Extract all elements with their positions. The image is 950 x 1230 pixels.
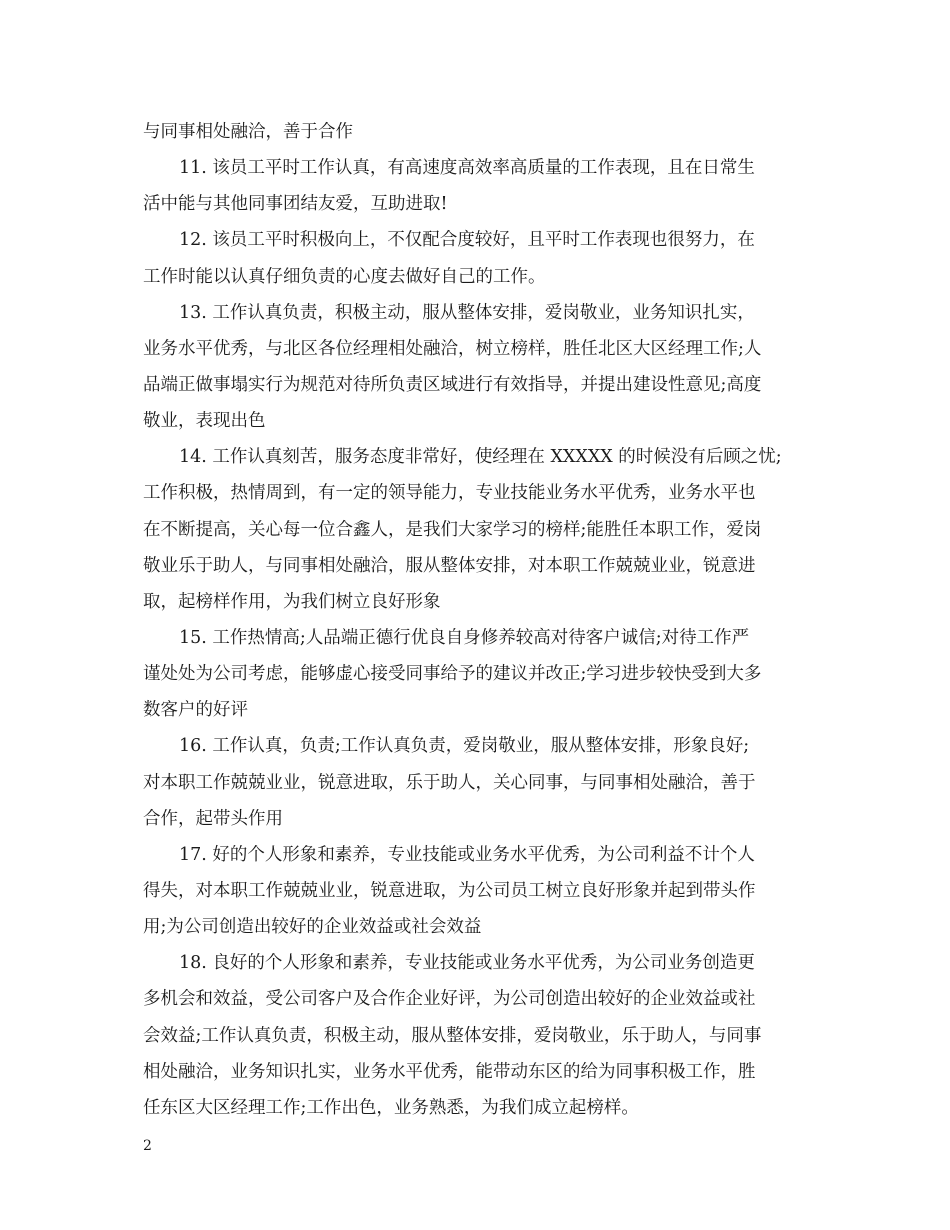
text-line: 业务水平优秀，与北区各位经理相处融洽，树立榜样，胜任北区大区经理工作;人: [143, 338, 762, 359]
text-line: 与同事相处融洽，善于合作: [143, 122, 353, 142]
text-line: 多机会和效益，受公司客户及合作企业好评，为公司创造出较好的企业效益或社: [143, 989, 756, 1010]
text-line: 14. 工作认真刻苦，服务态度非常好，使经理在 XXXXX 的时候没有后顾之忧;: [179, 447, 782, 468]
text-line: 17. 好的个人形象和素养，专业技能或业务水平优秀，为公司利益不计个人: [179, 844, 755, 865]
text-line: 工作积极，热情周到，有一定的领导能力，专业技能业务水平优秀，业务水平也: [143, 483, 756, 504]
text-line: 相处融洽，业务知识扎实，业务水平优秀，能带动东区的给为同事积极工作，胜: [143, 1061, 756, 1082]
text-line: 工作时能以认真仔细负责的心度去做好自己的工作。: [143, 266, 546, 287]
text-line: 敬业乐于助人，与同事相处融洽，服从整体安排，对本职工作兢兢业业，锐意进: [143, 555, 756, 576]
text-line: 16. 工作认真，负责;工作认真负责，爱岗敬业，服从整体安排，形象良好;: [179, 736, 750, 757]
text-line: 敬业，表现出色: [143, 411, 266, 432]
text-line: 会效益;工作认真负责，积极主动，服从整体安排，爱岗敬业，乐于助人，与同事: [143, 1025, 762, 1046]
text-line: 15. 工作热情高;人品端正德行优良自身修养较高对待客户诚信;对待工作严: [179, 627, 750, 648]
page-number: 2: [143, 1138, 152, 1154]
text-line: 活中能与其他同事团结友爱，互助进取!: [143, 194, 448, 215]
text-line: 得失，对本职工作兢兢业业，锐意进取，为公司员工树立良好形象并起到带头作: [143, 880, 756, 901]
text-line: 对本职工作兢兢业业，锐意进取，乐于助人，关心同事，与同事相处融洽，善于: [143, 772, 756, 793]
text-line: 谨处处为公司考虑，能够虚心接受同事给予的建议并改正;学习进步较快受到大多: [143, 664, 762, 685]
body-text: [143, 114, 811, 1126]
text-line: 取，起榜样作用，为我们树立良好形象: [143, 591, 441, 612]
text-line: 11. 该员工平时工作认真，有高速度高效率高质量的工作表现，且在日常生: [179, 158, 755, 179]
text-line: 用;为公司创造出较好的企业效益或社会效益: [143, 917, 482, 938]
text-line: 在不断提高，关心每一位合鑫人，是我们大家学习的榜样;能胜任本职工作，爱岗: [143, 519, 762, 540]
text-line: 12. 该员工平时积极向上，不仅配合度较好，且平时工作表现也很努力，在: [179, 230, 755, 251]
text-line: 13. 工作认真负责，积极主动，服从整体安排，爱岗敬业，业务知识扎实，: [179, 302, 755, 323]
text-line: 品端正做事塌实行为规范对待所负责区域进行有效指导，并提出建设性意见;高度: [143, 374, 762, 395]
text-line: 18. 良好的个人形象和素养，专业技能或业务水平优秀，为公司业务创造更: [179, 953, 755, 974]
text-line: 数客户的好评: [143, 700, 248, 721]
text-line: 任东区大区经理工作;工作出色，业务熟悉，为我们成立起榜样。: [143, 1097, 639, 1118]
text-line: 合作，起带头作用: [143, 808, 283, 829]
